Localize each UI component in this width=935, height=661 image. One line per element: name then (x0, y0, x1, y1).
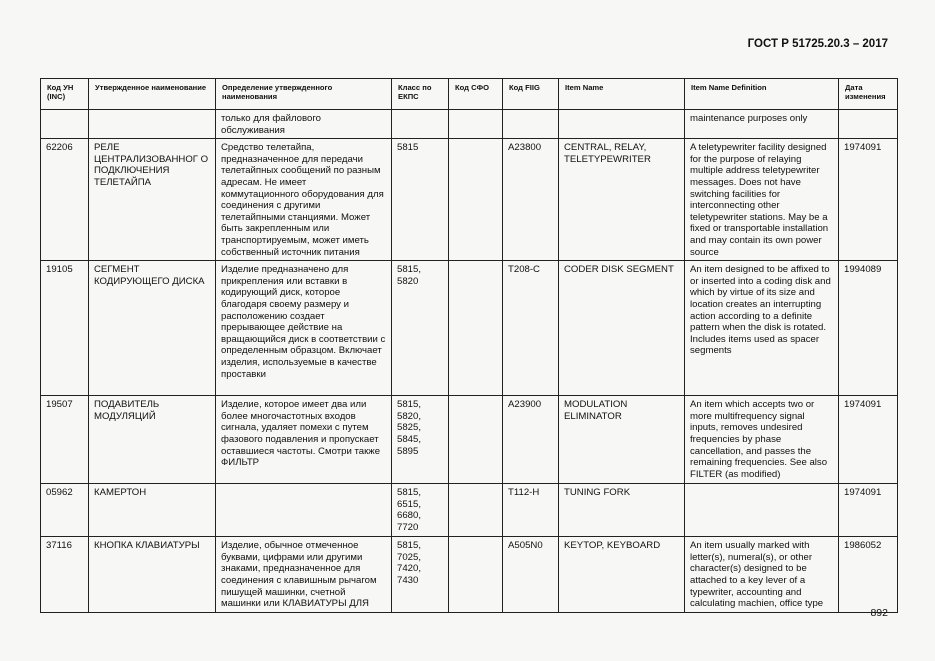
cell-date: 1974091 (839, 484, 898, 537)
cell-item-name: MODULATION ELIMINATOR (559, 396, 685, 484)
cell-sfo (449, 537, 503, 613)
col-sfo: Код СФО (449, 79, 503, 110)
cell-fiig (503, 110, 559, 139)
cell-item-definition: An item designed to be affixed to or inserted into a coding disk and which by virtue of its size and location creates an interrupting action according to a definite pattern when the disk is rotated. Includes items used as spacer segments (685, 261, 839, 396)
cell-date: 1974091 (839, 396, 898, 484)
cell-definition: Средство телетайпа, предназначенное для передачи телетайпных сообщений по разным адресам. Не имеет коммутационного оборудования для соединения с другими телетайпными станциями. Может быть закрепленным или транспортируемым, может иметь собственный источник питания (216, 139, 392, 261)
cell-definition: только для файлового обслуживания (216, 110, 392, 139)
cell-item-name: CENTRAL, RELAY, TELETYPEWRITER (559, 139, 685, 261)
cell-definition: Изделие предназначено для прикрепления или вставки в кодирующий диск, которое благодаря своему размеру и расположению создает прерывающее действие на вращающийся диск в соответствии с определенным образцом. Включает изделия, используемые в качестве проставки (216, 261, 392, 396)
cell-fiig: A23800 (503, 139, 559, 261)
cell-inc: 05962 (41, 484, 89, 537)
cell-fiig: A23900 (503, 396, 559, 484)
cell-class: 5815, 7025, 7420, 7430 (392, 537, 449, 613)
cell-name: КНОПКА КЛАВИАТУРЫ (89, 537, 216, 613)
cell-date (839, 110, 898, 139)
cell-inc: 62206 (41, 139, 89, 261)
cell-fiig: T208-C (503, 261, 559, 396)
cell-sfo (449, 139, 503, 261)
cell-item-definition: An item usually marked with letter(s), numeral(s), or other character(s) designed to be attached to a key lever of a typewriter, accounting and calculating machien, office type (685, 537, 839, 613)
cell-sfo (449, 484, 503, 537)
table-row (41, 537, 898, 613)
cell-inc (41, 110, 89, 139)
cell-name: РЕЛЕ ЦЕНТРАЛИЗОВАННОГ О ПОДКЛЮЧЕНИЯ ТЕЛЕТАЙПА (89, 139, 216, 261)
catalog-table (40, 78, 898, 613)
cell-inc: 37116 (41, 537, 89, 613)
cell-name (89, 110, 216, 139)
cell-definition: Изделие, которое имеет два или более многочастотных входов сигнала, удаляет помехи с путем фазового подавления и пропускает оставшиеся частоты. Смотри также ФИЛЬТР (216, 396, 392, 484)
table-row (41, 396, 898, 484)
page-number: 892 (870, 607, 888, 619)
cell-class (392, 110, 449, 139)
cell-class: 5815, 5820 (392, 261, 449, 396)
cell-item-definition: An item which accepts two or more multifrequency signal inputs, removes undesired frequencies by phase cancellation, and passes the remaining frequencies. See also FILTER (as modified) (685, 396, 839, 484)
col-class: Класс по ЕКПС (392, 79, 449, 110)
table-row (41, 110, 898, 139)
table-header-row (41, 79, 898, 110)
cell-fiig: T112-H (503, 484, 559, 537)
cell-name: ПОДАВИТЕЛЬ МОДУЛЯЦИЙ (89, 396, 216, 484)
cell-date: 1986052 (839, 537, 898, 613)
cell-sfo (449, 261, 503, 396)
col-approved-name: Утвержденное наименование (89, 79, 216, 110)
document-header: ГОСТ Р 51725.20.3 – 2017 (747, 38, 888, 50)
cell-inc: 19105 (41, 261, 89, 396)
cell-sfo (449, 110, 503, 139)
cell-name: СЕГМЕНТ КОДИРУЮЩЕГО ДИСКА (89, 261, 216, 396)
table-row (41, 139, 898, 261)
cell-item-name (559, 110, 685, 139)
cell-date: 1994089 (839, 261, 898, 396)
cell-item-name: KEYTOP, KEYBOARD (559, 537, 685, 613)
cell-definition: Изделие, обычное отмеченное буквами, цифрами или другими знаками, предназначенное для соединения с клавишным рычагом пишущей машинки, счетной машинки или КЛАВИАТУРЫ ДЛЯ (216, 537, 392, 613)
col-item-name: Item Name (559, 79, 685, 110)
cell-inc: 19507 (41, 396, 89, 484)
cell-definition (216, 484, 392, 537)
cell-item-definition (685, 484, 839, 537)
table-row (41, 261, 898, 396)
col-definition: Определение утвержденного наименования (216, 79, 392, 110)
cell-class: 5815 (392, 139, 449, 261)
table-row (41, 484, 898, 537)
cell-name: КАМЕРТОН (89, 484, 216, 537)
col-item-definition: Item Name Definition (685, 79, 839, 110)
cell-item-name: TUNING FORK (559, 484, 685, 537)
cell-date: 1974091 (839, 139, 898, 261)
cell-fiig: A505N0 (503, 537, 559, 613)
cell-item-name: CODER DISK SEGMENT (559, 261, 685, 396)
cell-class: 5815, 5820, 5825, 5845, 5895 (392, 396, 449, 484)
cell-item-definition: maintenance purposes only (685, 110, 839, 139)
col-date: Дата изменения (839, 79, 898, 110)
cell-sfo (449, 396, 503, 484)
cell-class: 5815, 6515, 6680, 7720 (392, 484, 449, 537)
col-fiig: Код FIIG (503, 79, 559, 110)
col-inc: Код УН (INC) (41, 79, 89, 110)
cell-item-definition: A teletypewriter facility designed for the purpose of relaying multiple address teletypewriter messages. Does not have switching facilities for interconnecting other teletypewriter stations. May be a fixed or transportable installation and may contain its own power source (685, 139, 839, 261)
